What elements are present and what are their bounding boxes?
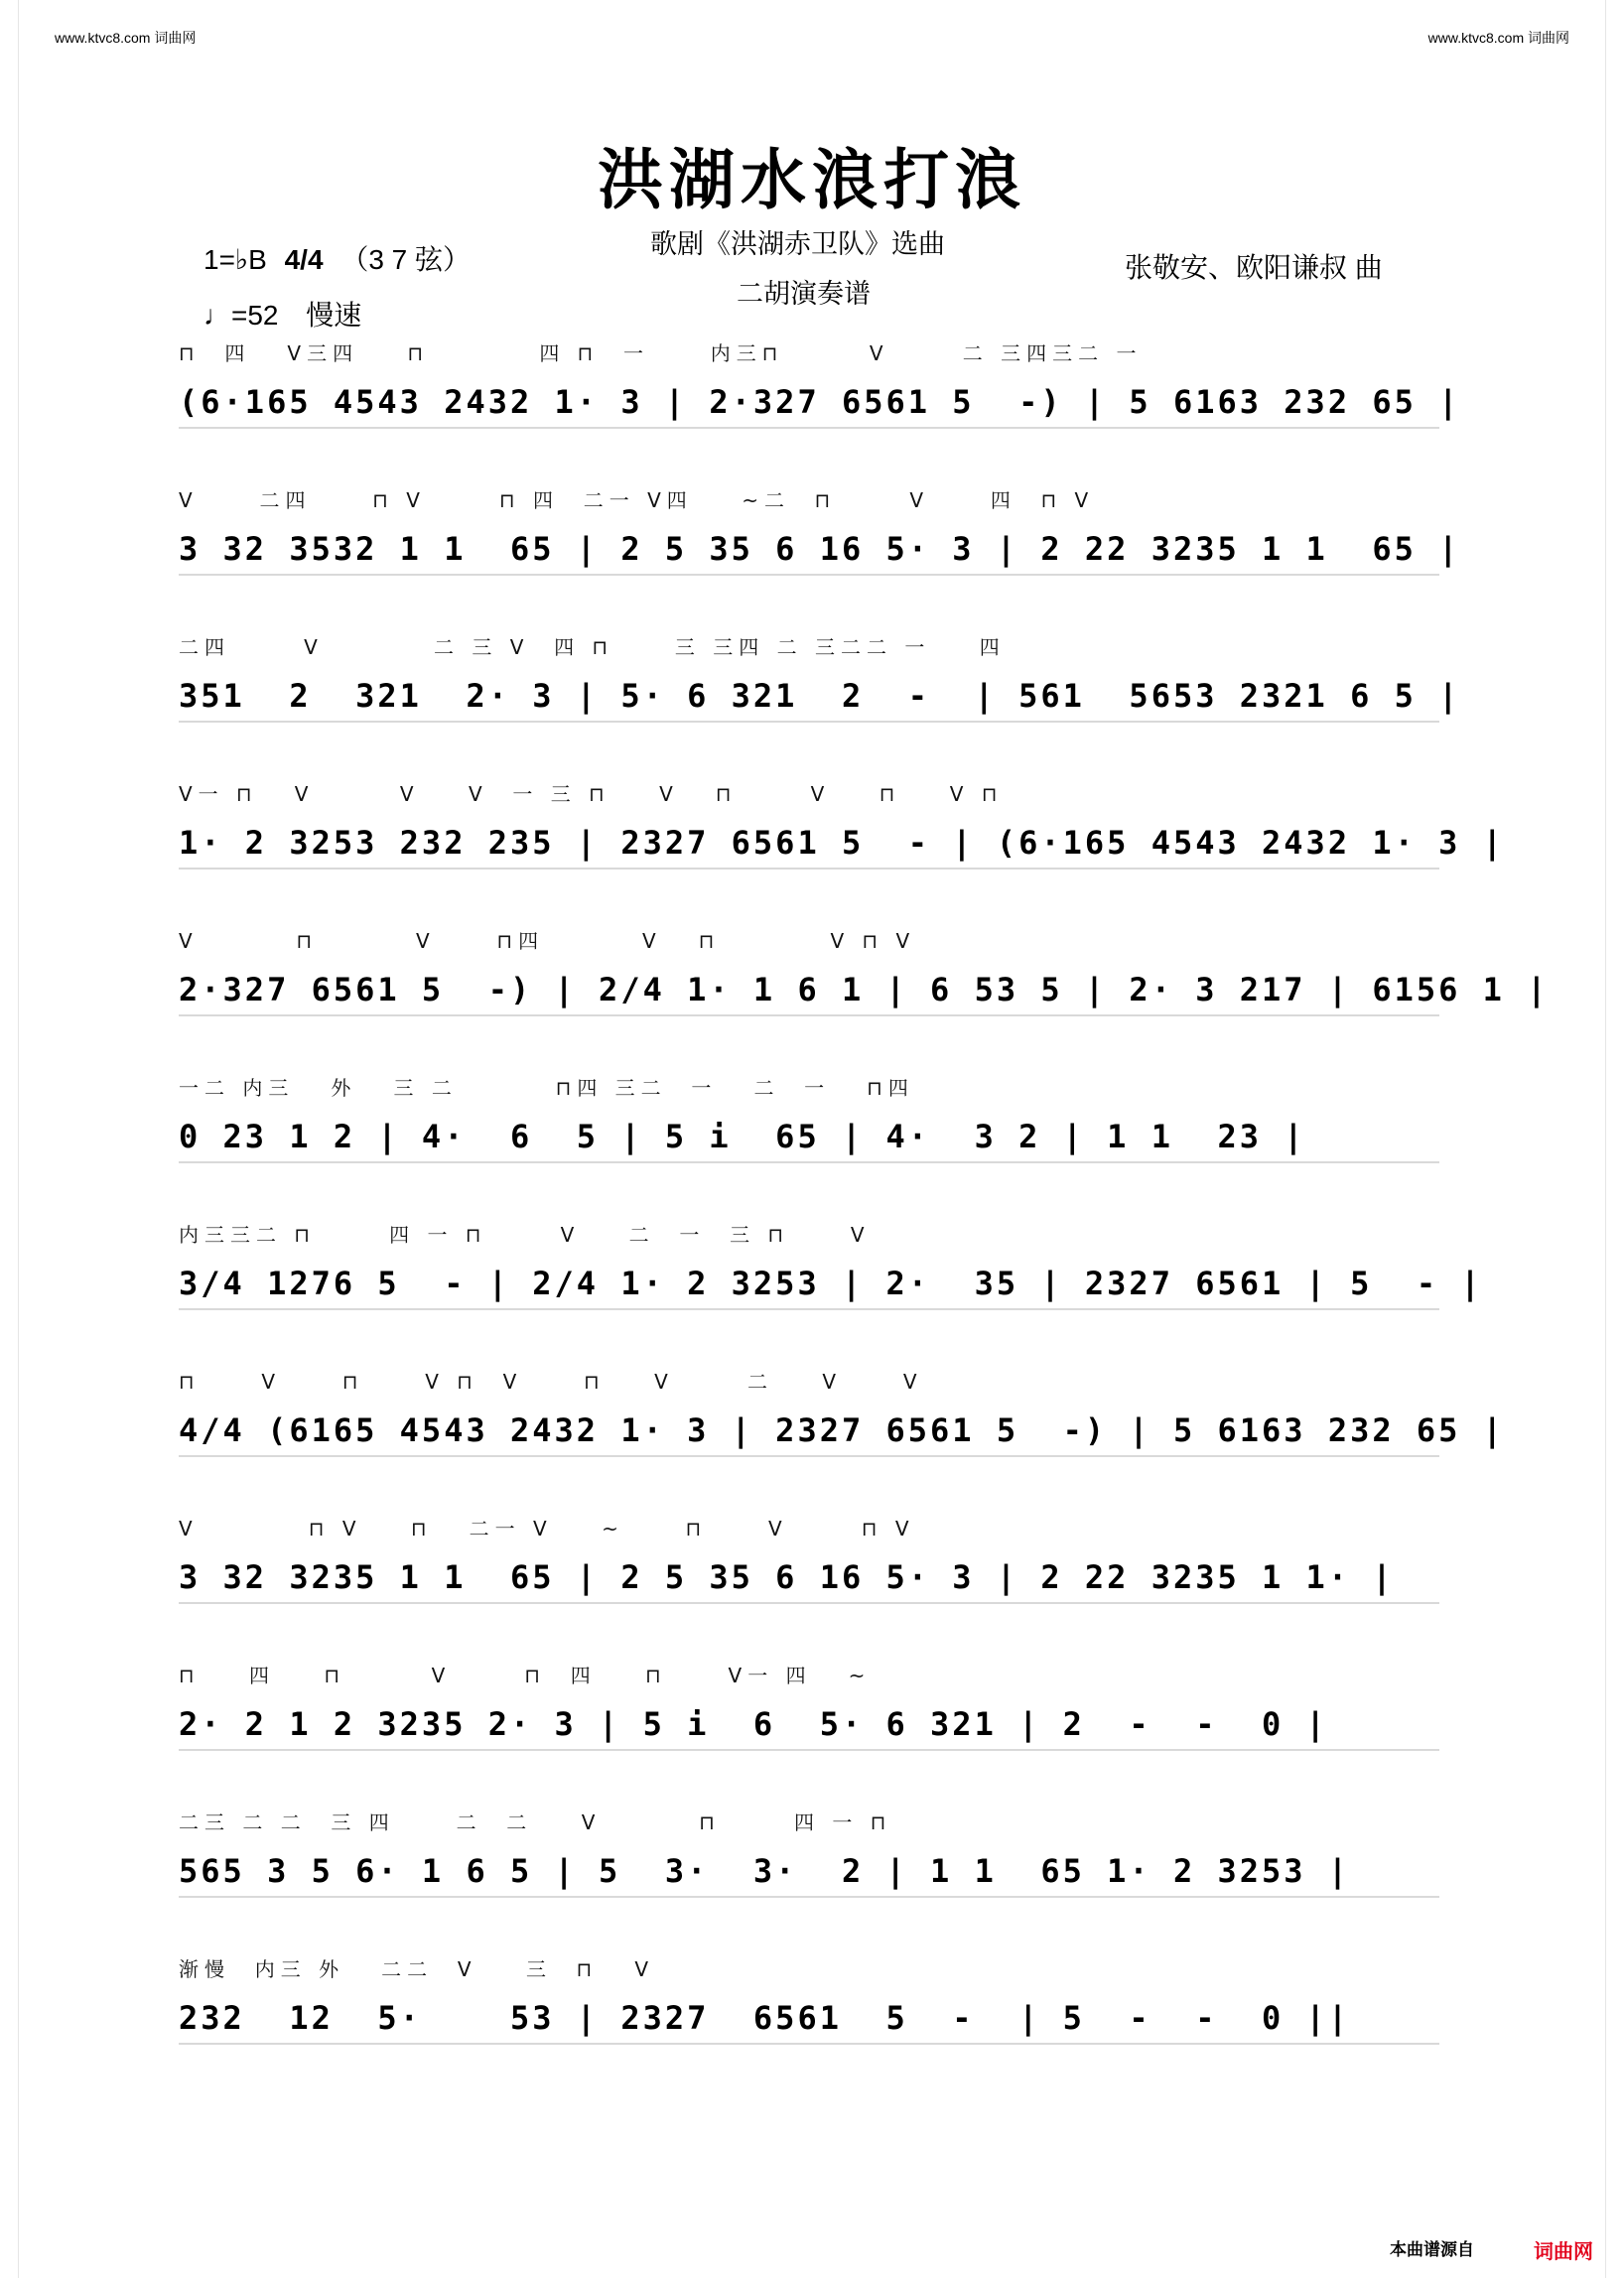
notation-line: 0 23 1 2 | 4· 6 5 | 5 i 65 | 4· 3 2 | 1 1 23 | — [179, 1118, 1306, 1155]
header-url-right: www.ktvc8.com 词曲网 — [1427, 30, 1569, 46]
beam-line — [179, 2043, 1439, 2045]
tempo-mark: ♩=52 — [203, 300, 279, 331]
score-row — [179, 778, 1505, 877]
bowing-marks: 二四 V 二 三 V 四 ⊓ 三 三四 二 三二二 一 四 — [179, 635, 1141, 659]
notation-line: 351 2 321 2· 3 | 5· 6 321 2 - | 561 5653 2321 6 5 | — [179, 677, 1461, 715]
beam-line — [179, 1749, 1439, 1751]
time-signature: 4/4 — [284, 244, 324, 275]
score-row — [179, 1072, 1445, 1171]
beam-line — [179, 1308, 1439, 1310]
bowing-marks: 渐慢 内三 外 二二 V 三 ⊓ V — [179, 1957, 1096, 1981]
tuning-label: （3 7 弦） — [340, 244, 472, 275]
header-url-left: www.ktvc8.com 词曲网 — [55, 30, 197, 46]
score-row — [179, 631, 1461, 731]
right-margin-strip — [1605, 0, 1624, 2278]
notation-line: 2· 2 1 2 3235 2· 3 | 5 i 6 5· 6 321 | 2 - - 0 | — [179, 1705, 1328, 1743]
score-row — [179, 1219, 1483, 1318]
score-row — [179, 1660, 1445, 1759]
key-signature — [203, 238, 471, 278]
notation-line: 4/4 (6165 4543 2432 1· 3 | 2327 6561 5 -) | 5 6163 232 65 | — [179, 1411, 1505, 1449]
score-row — [179, 1807, 1445, 1906]
bowing-marks: V一 ⊓ V V V 一 三 ⊓ V ⊓ V ⊓ V ⊓ — [179, 782, 1127, 806]
notation-line: 3 32 3532 1 1 65 | 2 5 35 6 16 5· 3 | 2 22 3235 1 1 65 | — [179, 530, 1461, 568]
subtitle: 歌剧《洪湖赤卫队》选曲 — [650, 229, 945, 259]
tempo-text: 慢速 — [306, 300, 362, 331]
score-row — [179, 484, 1461, 584]
beam-line — [179, 868, 1439, 870]
beam-line — [179, 1161, 1439, 1163]
tempo-block — [203, 294, 361, 334]
left-margin-strip — [0, 0, 19, 2278]
bowing-marks: 一二 内三 外 三 二 ⊓四 三二 一 二 一 ⊓四 — [179, 1076, 1111, 1100]
bowing-marks: ⊓ V ⊓ V ⊓ V ⊓ V 二 V V — [179, 1370, 1132, 1394]
bowing-marks: V ⊓ V ⊓ 二一 V ~ ⊓ V ⊓ V — [179, 1517, 1136, 1541]
source-label: 本曲谱源自 — [1390, 2240, 1474, 2259]
bowing-marks: ⊓ 四 ⊓ V ⊓ 四 ⊓ V一 四 ~ — [179, 1664, 1117, 1687]
key-label: 1=♭B — [203, 244, 267, 275]
beam-line — [179, 1014, 1439, 1016]
brand-logo: 词曲网 — [1534, 2241, 1593, 2263]
notation-line: 3/4 1276 5 - | 2/4 1· 2 3253 | 2· 35 | 2327 6561 | 5 - | — [179, 1265, 1483, 1302]
beam-line — [179, 1602, 1439, 1604]
instrument-label: 二胡演奏谱 — [737, 279, 871, 309]
notation-line: 2·327 6561 5 -) | 2/4 1· 1 6 1 | 6 53 5 | 2· 3 217 | 6156 1 | — [179, 971, 1550, 1008]
bowing-marks: 内三三二 ⊓ 四 一 ⊓ V 二 一 三 ⊓ V — [179, 1223, 1116, 1247]
notation-line: 232 12 5· 53 | 2327 6561 5 - | 5 - - 0 || — [179, 1999, 1351, 2037]
score-row — [179, 925, 1550, 1024]
notation-line: 3 32 3235 1 1 65 | 2 5 35 6 16 5· 3 | 2 22 3235 1 1· | — [179, 1558, 1395, 1596]
song-title: 洪湖水浪打浪 — [598, 141, 1026, 218]
bowing-marks: ⊓ 四 V三四 ⊓ 四 ⊓ 一 内三⊓ V 二 三四三二 一 — [179, 341, 1191, 365]
score-row — [179, 337, 1461, 437]
composer: 张敬安、欧阳谦叔 曲 — [1125, 252, 1383, 283]
score-row — [179, 1513, 1445, 1612]
notation-line: (6·165 4543 2432 1· 3 | 2·327 6561 5 -) | 5 6163 232 65 | — [179, 383, 1461, 421]
beam-line — [179, 1896, 1439, 1898]
beam-line — [179, 1455, 1439, 1457]
score-row — [179, 1366, 1505, 1465]
notation-line: 565 3 5 6· 1 6 5 | 5 3· 3· 2 | 1 1 65 1· 2 3253 | — [179, 1852, 1351, 1890]
score-row — [179, 1953, 1445, 2053]
bowing-marks: 二三 二 二 三 四 二 二 V ⊓ 四 一 ⊓ — [179, 1810, 1101, 1834]
bowing-marks: V ⊓ V ⊓四 V ⊓ V ⊓ V — [179, 929, 1100, 953]
beam-line — [179, 574, 1439, 576]
notation-line: 1· 2 3253 232 235 | 2327 6561 5 - | (6·165 4543 2432 1· 3 | — [179, 824, 1505, 862]
beam-line — [179, 721, 1439, 723]
beam-line — [179, 427, 1439, 429]
bowing-marks: V 二四 ⊓ V ⊓ 四 二一 V四 ~二 ⊓ V 四 ⊓ V — [179, 488, 1156, 512]
